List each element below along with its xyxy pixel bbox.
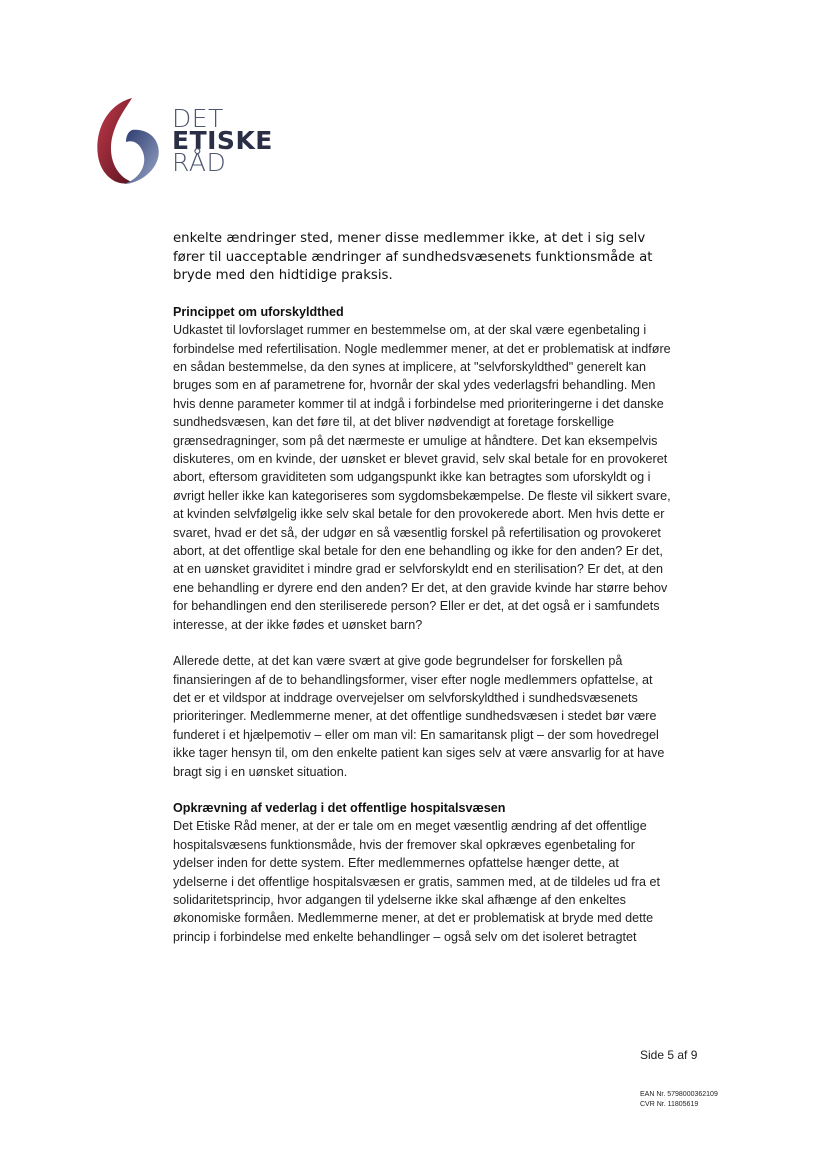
footer-identifiers	[640, 1090, 718, 1110]
paragraph-vederlag: Det Etiske Råd mener, at der er tale om en meget væsentlig ændring af det offentlige hospitalsvæsens funktionsmåde, hvis der fremover skal opkræves egenbetaling for ydelser inden for dette system. Efter medlemmernes opfattelse hænger dette, at ydelserne i det offentlige hospitalsvæsen er gratis, sammen med, at de tildeles ud fra et solidaritetsprincip, hvor adgangen til ydelserne ikke skal afhænge af den enkeltes økonomiske formåen. Medlemmerne mener, at det er problematisk at bryde med dette princip i forbindelse med enkelte behandlinger – også selv om det isoleret betragtet	[173, 819, 660, 944]
page-number: Side 5 af 9	[640, 1048, 698, 1062]
logo-mark-icon	[88, 94, 168, 190]
paragraph-selvforskyldthed: Allerede dette, at det kan være svært at give gode begrundelser for forskellen på finansieringen af de to behandlingsformer, viser efter nogle medlemmers opfattelse, at det er et vildspor at inddrage overvejelser om selvforskyldthed i sundhedsvæsenets prioriteringer. Medlemmerne mener, at det offentlige sundhedsvæsen i stedet bør være funderet i et hjælpemotiv – eller om man vil: En samaritansk pligt – der som hovedregel ikke tager hensyn til, om den enkelte patient kan siges selv at være ansvarlig for at have bragt sig i en uønsket situation.	[173, 654, 665, 779]
logo-line-1: DET	[172, 104, 224, 133]
section-heading-uforskyldthed: Princippet om uforskyldthed	[173, 304, 344, 319]
section-heading-vederlag: Opkrævning af vederlag i det offentlige hospitalsvæsen	[173, 800, 506, 815]
intro-paragraph: enkelte ændringer sted, mener disse medlemmer ikke, at det i sig selv fører til uacceptable ændringer af sundhedsvæsenets funktionsmåde at bryde med den hidtidige praksis.	[173, 231, 653, 284]
logo-line-3: RÅD	[172, 148, 227, 177]
ean-number: EAN Nr. 5798000362109	[640, 1091, 718, 1098]
document-body	[173, 230, 673, 946]
logo-wordmark	[172, 104, 273, 177]
logo	[88, 94, 288, 190]
paragraph-uforskyldthed: Udkastet til lovforslaget rummer en bestemmelse om, at der skal være egenbetaling i forbindelse med refertilisation. Nogle medlemmer mener, at det er problematisk at indføre en sådan bestemmelse, da den synes at implicere, at "selvforskyldthed" generelt kan bruges som en af parametrene for, hvornår der skal ydes vederlagsfri behandling. Men hvis denne parameter kommer til at indgå i forbindelse med prioriteringerne i det danske sundhedsvæsen, kan det føre til, at det bliver nødvendigt at foretage forskellige grænsedragninger, som på det nærmeste er umulige at håndtere. Det kan eksempelvis diskuteres, om en kvinde, der uønsket er blevet gravid, selv skal betale for en provokeret abort, eftersom graviditeten som udgangspunkt ikke kan betragtes som uforskyldt og i øvrigt heller ikke kan kategoriseres som sygdomsbekæmpelse. De fleste vil sikkert svare, at kvinden selvfølgelig ikke selv skal betale for den provokerede abort. Men hvis dette er svaret, hvad er det så, der udgør en så væsentlig forskel på refertilisation og provokeret abort, at det offentlige skal betale for den ene behandling og ikke for den anden? Er det, at en uønsket graviditet i mindre grad er selvforskyldt end en sterilisation? Er det, at den ene behandling er dyrere end den anden? Er det, at den gravide kvinde har større behov for behandlingen end den steriliserede person? Eller er det, at det også er i samfundets interesse, at der ikke fødes et uønsket barn?	[173, 323, 671, 632]
cvr-number: CVR Nr. 11805619	[640, 1101, 699, 1108]
logo-line-2: ETISKE	[172, 126, 273, 155]
